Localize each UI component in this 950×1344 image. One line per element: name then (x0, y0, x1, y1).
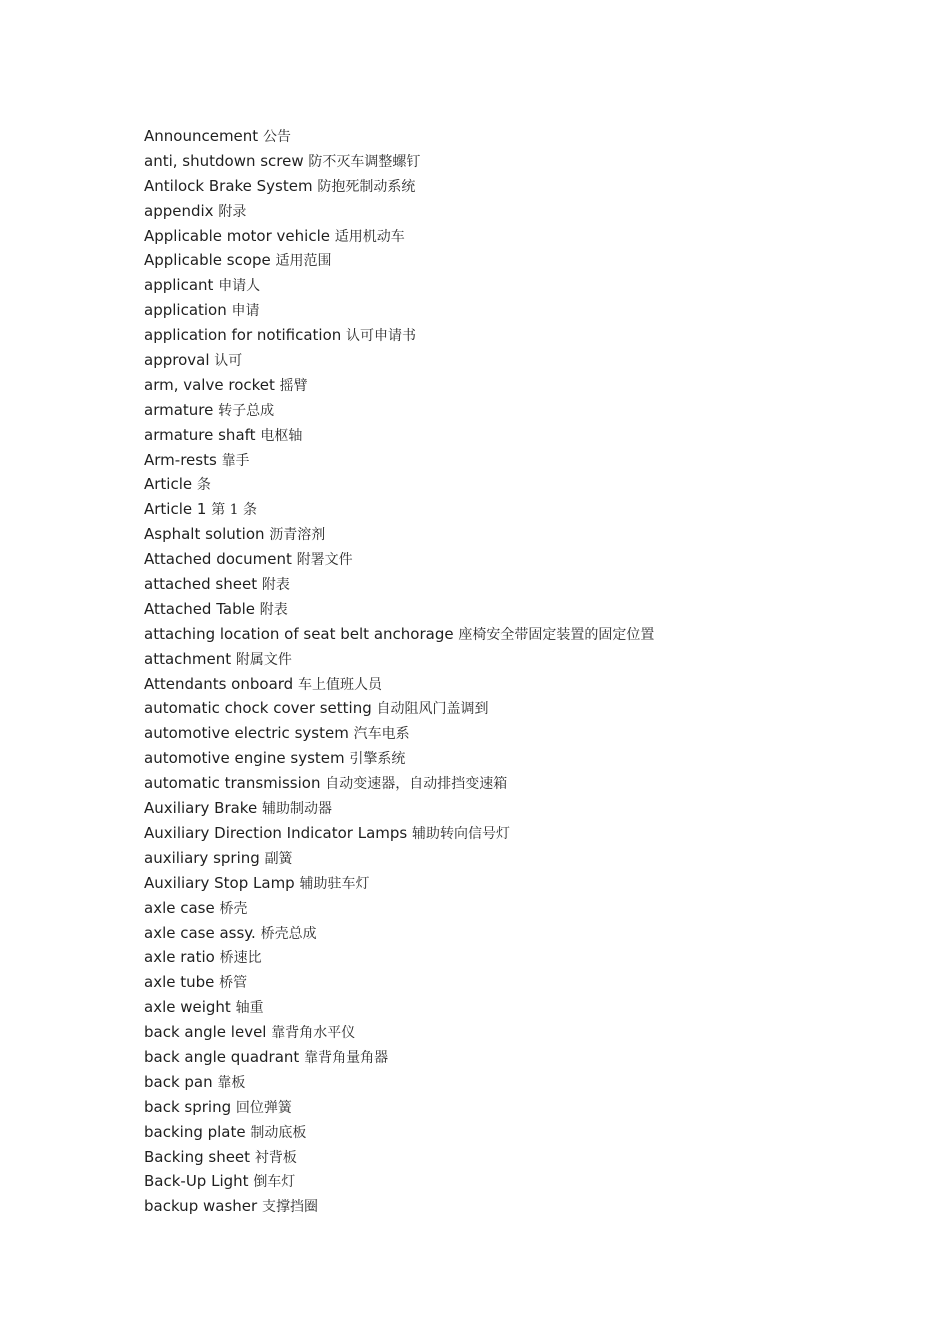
english-term: automotive engine system (144, 749, 345, 768)
chinese-term: 自动阻风门盖调到 (376, 701, 489, 718)
glossary-entry (144, 622, 924, 647)
chinese-term: 靠背角水平仪 (271, 1025, 356, 1042)
chinese-term: 附表 (261, 577, 290, 594)
glossary-entry (144, 1020, 924, 1045)
chinese-term: 引擎系统 (349, 751, 406, 768)
english-term: anti, shutdown screw (144, 151, 304, 170)
english-term: automatic transmission (144, 774, 321, 793)
glossary-entry (144, 472, 924, 497)
chinese-term: 附录 (218, 203, 247, 220)
english-term: Applicable scope (144, 251, 271, 270)
english-term: Asphalt solution (144, 525, 265, 544)
glossary-entry (144, 821, 924, 846)
chinese-term: 座椅安全带固定装置的固定位置 (458, 626, 655, 643)
glossary-entry (144, 423, 924, 448)
english-term: backing plate (144, 1122, 246, 1141)
english-term: backup washer (144, 1197, 258, 1216)
glossary-entry (144, 273, 924, 298)
english-term: armature (144, 400, 214, 419)
glossary-entry (144, 1070, 924, 1095)
english-term: axle ratio (144, 948, 215, 967)
glossary-entry (144, 248, 924, 273)
english-term: application (144, 301, 227, 320)
english-term: Applicable motor vehicle (144, 226, 330, 245)
chinese-term: 防抱死制动系统 (317, 178, 416, 195)
glossary-entry (144, 572, 924, 597)
glossary-entry (144, 746, 924, 771)
glossary-entry (144, 373, 924, 398)
english-term: Article 1 (144, 500, 207, 519)
chinese-term: 电枢轴 (260, 427, 303, 444)
english-term: back pan (144, 1072, 213, 1091)
chinese-term: 副簧 (264, 850, 293, 867)
chinese-term: 汽车电系 (353, 726, 410, 743)
chinese-term: 制动底板 (250, 1124, 307, 1141)
english-term: axle weight (144, 998, 231, 1017)
english-term: Auxiliary Direction Indicator Lamps (144, 823, 408, 842)
english-term: Attendants onboard (144, 674, 294, 693)
glossary-entry (144, 1095, 924, 1120)
chinese-term: 适用机动车 (334, 228, 405, 245)
glossary-entry (144, 1145, 924, 1170)
chinese-term: 桥速比 (219, 950, 262, 967)
glossary-entry (144, 1045, 924, 1070)
chinese-term: 回位弹簧 (235, 1099, 292, 1116)
glossary-entry (144, 497, 924, 522)
document-page (144, 124, 924, 1219)
glossary-entry (144, 298, 924, 323)
chinese-term: 摇臂 (279, 377, 308, 394)
english-term: Auxiliary Brake (144, 799, 258, 818)
chinese-term: 桥壳 (219, 900, 248, 917)
glossary-entry (144, 721, 924, 746)
chinese-term: 转子总成 (218, 402, 275, 419)
english-term: auxiliary spring (144, 848, 260, 867)
glossary-entry (144, 398, 924, 423)
english-term: Backing sheet (144, 1147, 251, 1166)
english-term: automotive electric system (144, 724, 349, 743)
glossary-entry (144, 696, 924, 721)
english-term: Attached document (144, 550, 292, 569)
chinese-term: 辅助驻车灯 (299, 875, 370, 892)
chinese-term: 桥管 (219, 975, 248, 992)
chinese-term: 车上值班人员 (297, 676, 382, 693)
glossary-entry (144, 945, 924, 970)
chinese-term: 认可申请书 (346, 328, 417, 345)
glossary-entry (144, 896, 924, 921)
chinese-term: 衬背板 (254, 1149, 297, 1166)
english-term: automatic chock cover setting (144, 699, 372, 718)
english-term: back spring (144, 1097, 232, 1116)
chinese-term: 防不灭车调整螺钉 (308, 153, 421, 170)
english-term: attaching location of seat belt anchorage (144, 624, 454, 643)
english-term: Antilock Brake System (144, 176, 313, 195)
glossary-entry (144, 846, 924, 871)
glossary-entry (144, 970, 924, 995)
chinese-term: 附署文件 (296, 552, 353, 569)
glossary-entry (144, 448, 924, 473)
chinese-term: 认可 (214, 353, 243, 370)
english-term: Article (144, 475, 193, 494)
glossary-entry (144, 672, 924, 697)
glossary-entry (144, 796, 924, 821)
chinese-term: 申请人 (218, 278, 261, 295)
english-term: Arm-rests (144, 450, 217, 469)
glossary-entry (144, 199, 924, 224)
english-term: arm, valve rocket (144, 375, 275, 394)
chinese-term: 自动变速器，自动排挡变速箱 (325, 776, 508, 793)
english-term: armature shaft (144, 425, 256, 444)
english-term: back angle quadrant (144, 1047, 300, 1066)
glossary-entry (144, 174, 924, 199)
glossary-entry (144, 871, 924, 896)
english-term: axle case assy. (144, 923, 256, 942)
chinese-term: 附表 (259, 601, 288, 618)
chinese-term: 沥青溶剂 (269, 527, 326, 544)
chinese-term: 条 (196, 477, 211, 494)
english-term: Attached Table (144, 599, 256, 618)
english-term: attachment (144, 649, 232, 668)
english-term: axle tube (144, 973, 215, 992)
english-term: back angle level (144, 1023, 267, 1042)
glossary-list (144, 124, 924, 1219)
english-term: Auxiliary Stop Lamp (144, 873, 295, 892)
glossary-entry (144, 323, 924, 348)
glossary-entry (144, 547, 924, 572)
glossary-entry (144, 1194, 924, 1219)
english-term: Back-Up Light (144, 1172, 249, 1191)
glossary-entry (144, 348, 924, 373)
glossary-entry (144, 995, 924, 1020)
chinese-term: 附属文件 (235, 651, 292, 668)
chinese-term: 辅助转向信号灯 (412, 825, 511, 842)
glossary-entry (144, 522, 924, 547)
chinese-term: 辅助制动器 (261, 801, 332, 818)
english-term: Announcement (144, 127, 259, 145)
chinese-term: 支撑挡圈 (261, 1199, 318, 1216)
glossary-entry (144, 597, 924, 622)
chinese-term: 适用范围 (275, 253, 332, 270)
glossary-entry (144, 1169, 924, 1194)
english-term: appendix (144, 201, 214, 220)
glossary-entry (144, 1120, 924, 1145)
glossary-entry (144, 124, 924, 149)
english-term: application for notification (144, 326, 342, 345)
english-term: axle case (144, 898, 215, 917)
chinese-term: 轴重 (235, 1000, 264, 1017)
chinese-term: 靠手 (221, 452, 250, 469)
chinese-term: 倒车灯 (253, 1174, 296, 1191)
chinese-term: 申请 (231, 303, 260, 320)
glossary-entry (144, 647, 924, 672)
chinese-term: 公告 (262, 129, 291, 145)
glossary-entry (144, 149, 924, 174)
chinese-term: 桥壳总成 (260, 925, 317, 942)
chinese-term: 靠板 (217, 1074, 246, 1091)
english-term: applicant (144, 276, 214, 295)
english-term: approval (144, 351, 210, 370)
english-term: attached sheet (144, 575, 258, 594)
chinese-term: 靠背角量角器 (304, 1049, 389, 1066)
glossary-entry (144, 921, 924, 946)
glossary-entry (144, 224, 924, 249)
glossary-entry (144, 771, 924, 796)
chinese-term: 第 1 条 (211, 502, 258, 519)
